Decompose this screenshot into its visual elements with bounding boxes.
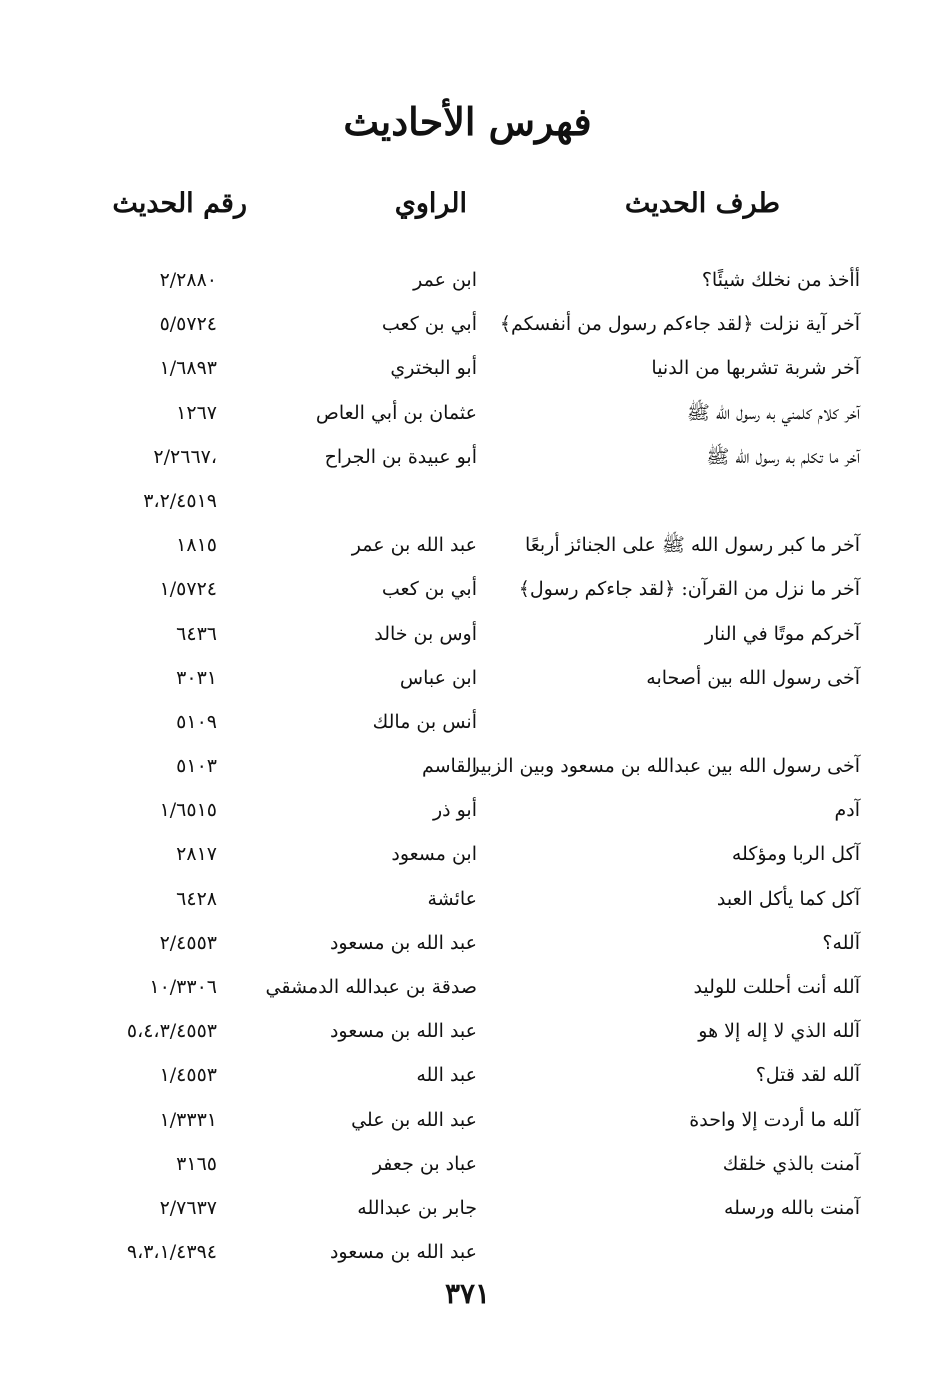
hadith-text: آخر كلام كلمني به رسول الله ﷺ [686,401,860,424]
table-row [0,656,935,700]
hadith-number: ٢/٤٥٥٣ [159,931,217,954]
hadith-text: آخركم موتًا في النار [704,622,860,645]
table-row [0,832,935,876]
hadith-number: ١/٦٨٩٣ [159,357,217,380]
hadith-number: ١٨١٥ [176,534,217,557]
table-row [0,877,935,921]
hadith-number: ٣٠٣١ [176,666,217,689]
table-row [0,1053,935,1097]
narrator-name: أبو البختري [390,357,477,380]
hadith-number: ٣،٢/٤٥١٩ [143,489,217,512]
narrator-name: ابن مسعود [391,843,477,866]
index-table [0,258,935,1274]
hadith-text: آخر ما نزل من القرآن: ﴿لقد جاءكم رسول﴾ [518,578,860,601]
hadith-number: ٦٤٣٦ [176,622,217,645]
table-row [0,523,935,567]
table-row [0,788,935,832]
hadith-text: آدم [834,799,860,822]
hadith-number: ٣١٦٥ [176,1152,217,1175]
narrator-name: عثمان بن أبي العاص [315,401,477,424]
narrator-name: عائشة [427,887,477,910]
table-row [0,1186,935,1230]
table-row [0,700,935,744]
table-row [0,391,935,435]
hadith-number: ١/٥٧٢٤ [159,578,217,601]
table-row [0,1009,935,1053]
narrator-name: أوس بن خالد [374,622,477,645]
narrator-name: عباد بن جعفر [372,1152,477,1175]
hadith-number: ٢/٢٦٦٧، [153,445,217,468]
narrator-name: ابن عباس [399,666,477,689]
narrator-name: صدقة بن عبدالله الدمشقي [265,976,477,998]
hadith-text: آخر ما كبر رسول الله ﷺ على الجنائز أربعًا [524,534,860,557]
hadith-text: آلله لقد قتل؟ [755,1064,860,1087]
hadith-number: ٦٤٢٨ [176,887,217,910]
hadith-number: ١/٣٣٣١ [159,1108,217,1131]
narrator-name: جابر بن عبدالله [357,1196,477,1219]
hadith-number: ٥١٠٩ [176,710,217,733]
hadith-text: آخى رسول الله بين أصحابه [646,666,860,689]
table-row [0,258,935,302]
hadith-text: آكل كما يأكل العبد [716,887,860,910]
hadith-number: ٢/٧٦٣٧ [159,1196,217,1219]
narrator-name: عبد الله بن مسعود [329,1020,477,1043]
hadith-number: ١٢٦٧ [176,401,217,424]
table-row [0,1098,935,1142]
column-headers [0,176,935,232]
hadith-number: ٥/٥٧٢٤ [159,313,217,336]
table-row [0,346,935,390]
header-hadith: طرف الحديث [624,188,780,219]
hadith-text: آخى رسول الله بين عبدالله بن مسعود وبين الزبير [470,755,860,778]
hadith-text: آلله؟ [822,931,860,954]
page-title: فهرس الأحاديث [343,99,592,144]
hadith-text: آلله أنت أحللت للوليد [693,976,860,998]
hadith-number: ٢/٢٨٨٠ [159,269,217,291]
hadith-number: ١/٤٥٥٣ [159,1064,217,1087]
table-row [0,567,935,611]
table-row [0,479,935,523]
table-row [0,612,935,656]
hadith-number: ١٠/٣٣٠٦ [149,976,217,998]
narrator-name: أبو ذر [432,799,477,822]
narrator-name: عبد الله بن مسعود [329,931,477,954]
hadith-text: آكل الربا ومؤكله [731,843,860,866]
narrator-name: أبي بن كعب [381,313,477,336]
hadith-text: أأخذ من نخلك شيئًا؟ [701,269,860,291]
hadith-text: آخر آية نزلت ﴿لقد جاءكم رسول من أنفسكم﴾ [499,313,860,336]
narrator-name: عبد الله بن مسعود [329,1241,477,1264]
hadith-number: ٩،٣،١/٤٣٩٤ [126,1241,217,1264]
narrator-name: أنس بن مالك [372,710,477,733]
narrator-name: أبي بن كعب [381,578,477,601]
hadith-number: ٥،٤،٣/٤٥٥٣ [126,1020,217,1043]
narrator-name: عبد الله [416,1064,477,1087]
header-narrator: الراوي [394,188,467,219]
hadith-text: آلله الذي لا إله إلا هو [698,1020,860,1043]
hadith-text: آخر ما تكلم به رسول الله ﷺ [706,445,860,468]
table-row [0,1230,935,1274]
page-number: ٣٧١ [444,1277,491,1310]
hadith-text: آمنت بالذي خلقك [722,1152,860,1175]
hadith-text: آخر شربة تشربها من الدنيا [651,357,860,380]
table-row [0,921,935,965]
narrator-name: عبد الله بن عمر [351,534,477,557]
hadith-text: آلله ما أردت إلا واحدة [689,1108,860,1131]
table-row [0,744,935,788]
table-row [0,1142,935,1186]
table-row [0,435,935,479]
header-number: رقم الحديث [112,188,247,219]
narrator-name: أبو عبيدة بن الجراح [324,445,477,468]
narrator-name: ابن عمر [413,269,477,291]
hadith-text: آمنت بالله ورسله [723,1196,860,1219]
narrator-name: القاسم [421,755,477,778]
table-row [0,302,935,346]
hadith-number: ٢٨١٧ [176,843,217,866]
narrator-name: عبد الله بن علي [351,1108,477,1131]
table-row [0,965,935,1009]
hadith-number: ٥١٠٣ [176,755,217,778]
hadith-number: ١/٦٥١٥ [159,799,217,822]
